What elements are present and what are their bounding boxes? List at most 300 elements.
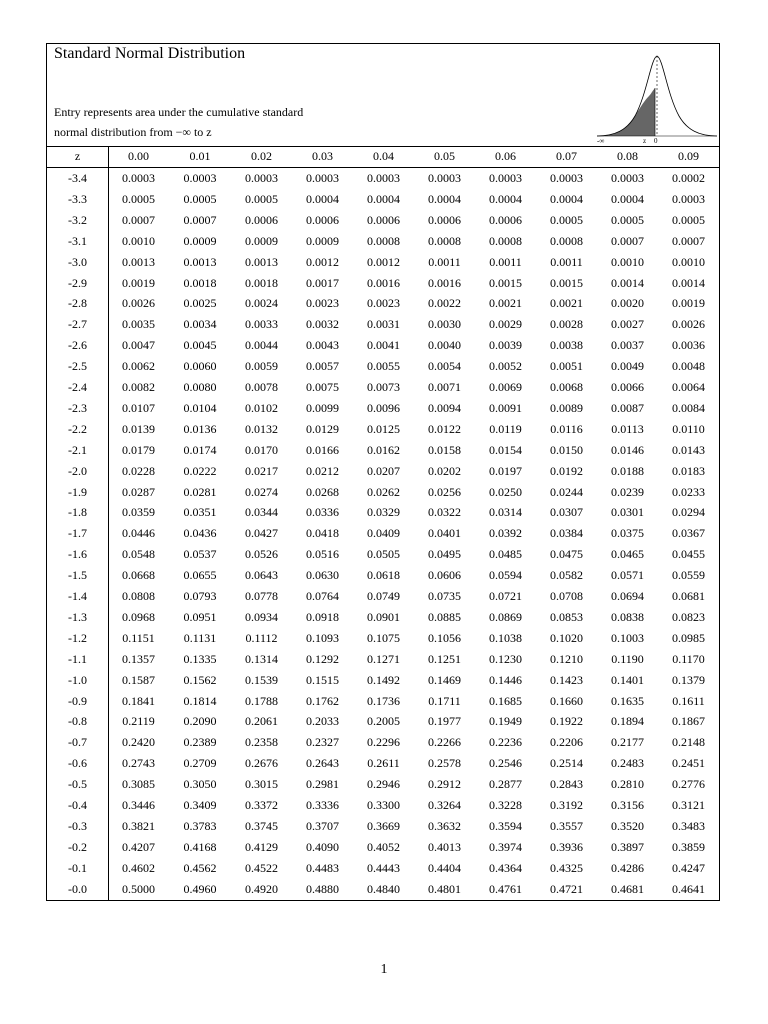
probability-cell: 0.0262	[367, 484, 400, 499]
probability-cell: 0.0465	[611, 547, 644, 562]
probability-cell: 0.2483	[611, 756, 644, 771]
table-row	[47, 189, 719, 210]
probability-cell: 0.0003	[550, 171, 583, 185]
header-cell: 0.06	[495, 149, 516, 163]
probability-cell: 0.0087	[611, 400, 644, 415]
probability-cell: 0.0668	[122, 568, 155, 583]
z-value-cell: -1.7	[68, 526, 87, 541]
probability-cell: 0.0427	[245, 526, 278, 541]
probability-cell: 0.4207	[122, 839, 155, 854]
probability-cell: 0.1271	[367, 651, 400, 666]
probability-cell: 0.0004	[550, 191, 583, 206]
probability-cell: 0.0047	[122, 338, 155, 353]
probability-cell: 0.4090	[306, 839, 339, 854]
probability-cell: 0.0197	[489, 463, 522, 478]
probability-cell: 0.0013	[245, 254, 278, 269]
probability-cell: 0.4013	[428, 839, 461, 854]
probability-cell: 0.1357	[122, 651, 155, 666]
probability-cell: 0.0174	[183, 442, 217, 457]
probability-cell: 0.0375	[611, 526, 644, 541]
z-value-cell: -1.8	[68, 505, 87, 520]
probability-cell: 0.2296	[367, 735, 400, 750]
probability-cell: 0.0057	[306, 359, 339, 374]
probability-cell: 0.0018	[183, 275, 217, 290]
probability-cell: 0.0116	[550, 421, 583, 436]
probability-cell: 0.0036	[672, 338, 705, 353]
probability-cell: 0.0004	[611, 191, 644, 206]
probability-cell: 0.0012	[306, 254, 339, 269]
probability-cell: 0.0281	[183, 484, 217, 499]
probability-cell: 0.0107	[122, 400, 155, 415]
probability-cell: 0.0034	[183, 317, 217, 332]
probability-cell: 0.0082	[122, 380, 155, 394]
probability-cell: 0.0418	[306, 526, 339, 541]
probability-cell: 0.0526	[245, 547, 278, 562]
header-cell: 0.03	[312, 149, 333, 163]
probability-cell: 0.0162	[367, 442, 400, 457]
description-line-2: normal distribution from −∞ to z	[54, 125, 212, 139]
probability-cell: 0.4920	[245, 881, 278, 896]
probability-cell: 0.4404	[428, 860, 461, 875]
probability-cell: 0.0192	[550, 463, 583, 478]
probability-cell: 0.1562	[183, 672, 217, 687]
probability-cell: 0.0005	[183, 191, 217, 206]
probability-cell: 0.1093	[306, 630, 339, 645]
probability-cell: 0.0022	[428, 296, 461, 311]
probability-cell: 0.0032	[306, 317, 339, 332]
probability-cell: 0.1711	[428, 693, 461, 708]
probability-cell: 0.1587	[122, 672, 155, 687]
probability-cell: 0.0559	[672, 568, 705, 583]
probability-cell: 0.0019	[122, 275, 155, 290]
probability-cell: 0.0495	[428, 547, 461, 562]
page-number: 1	[380, 962, 388, 977]
probability-cell: 0.2061	[245, 714, 278, 729]
probability-cell: 0.0132	[245, 421, 278, 436]
probability-cell: 0.0006	[428, 212, 461, 227]
probability-cell: 0.0250	[489, 484, 522, 499]
probability-cell: 0.0516	[306, 547, 339, 562]
z-label: z	[643, 137, 647, 144]
probability-cell: 0.1814	[183, 693, 217, 708]
probability-cell: 0.0351	[183, 505, 217, 520]
probability-cell: 0.0764	[306, 589, 339, 603]
probability-cell: 0.1949	[489, 714, 522, 729]
table-row	[47, 273, 719, 294]
probability-cell: 0.0594	[489, 568, 522, 583]
probability-cell: 0.0023	[306, 296, 339, 311]
probability-cell: 0.0102	[245, 400, 278, 415]
z-value-cell: -1.2	[68, 630, 87, 645]
table-row	[47, 335, 719, 356]
probability-cell: 0.0239	[611, 484, 644, 499]
table-row	[47, 879, 719, 900]
probability-cell: 0.0409	[367, 526, 400, 541]
probability-cell: 0.0139	[122, 421, 155, 436]
probability-cell: 0.0023	[367, 296, 400, 311]
table-row	[47, 314, 719, 335]
probability-cell: 0.2033	[306, 714, 339, 729]
probability-cell: 0.2546	[489, 756, 522, 771]
probability-cell: 0.3228	[489, 798, 522, 812]
probability-cell: 0.4522	[245, 860, 278, 875]
z-value-cell: -0.0	[68, 881, 87, 896]
probability-cell: 0.0026	[122, 296, 155, 311]
probability-cell: 0.0125	[367, 421, 400, 436]
probability-cell: 0.0004	[489, 191, 522, 206]
table-row	[47, 461, 719, 482]
probability-cell: 0.2578	[428, 756, 461, 771]
probability-cell: 0.0091	[489, 400, 522, 415]
probability-cell: 0.4443	[367, 860, 400, 875]
probability-cell: 0.0037	[611, 338, 644, 353]
probability-cell: 0.0021	[489, 296, 522, 311]
zero-label: 0	[654, 137, 658, 144]
z-value-cell: -2.2	[68, 421, 87, 436]
probability-cell: 0.0233	[672, 484, 705, 499]
z-value-cell: -1.4	[68, 589, 87, 603]
probability-cell: 0.0618	[367, 568, 400, 583]
probability-cell: 0.2420	[122, 735, 155, 750]
probability-cell: 0.2611	[367, 756, 400, 771]
probability-cell: 0.0212	[306, 463, 339, 478]
probability-cell: 0.0021	[550, 296, 583, 311]
probability-cell: 0.0004	[367, 191, 400, 206]
probability-cell: 0.0367	[672, 526, 705, 541]
probability-cell: 0.0003	[672, 191, 705, 206]
probability-cell: 0.0778	[245, 589, 278, 603]
table-row	[47, 168, 719, 189]
header-cell: 0.02	[251, 149, 272, 163]
probability-cell: 0.0008	[428, 233, 461, 248]
table-row	[47, 210, 719, 231]
probability-cell: 0.2514	[550, 756, 583, 771]
probability-cell: 0.0003	[306, 171, 339, 185]
table-row	[47, 711, 719, 732]
probability-cell: 0.0170	[245, 442, 278, 457]
probability-cell: 0.0885	[428, 609, 461, 624]
probability-cell: 0.0384	[550, 526, 583, 541]
probability-cell: 0.1131	[183, 630, 217, 645]
probability-cell: 0.1251	[428, 651, 461, 666]
probability-cell: 0.0455	[672, 547, 705, 562]
probability-cell: 0.1635	[611, 693, 644, 708]
z-value-cell: -0.6	[68, 756, 87, 771]
probability-cell: 0.3121	[672, 798, 705, 812]
probability-cell: 0.1922	[550, 714, 583, 729]
table-row	[47, 670, 719, 691]
probability-cell: 0.0606	[428, 568, 461, 583]
z-value-cell: -1.1	[68, 651, 87, 666]
probability-cell: 0.1762	[306, 693, 339, 708]
table-row	[47, 565, 719, 586]
z-value-cell: -0.2	[68, 839, 87, 854]
probability-cell: 0.0475	[550, 547, 583, 562]
probability-cell: 0.0268	[306, 484, 339, 499]
probability-cell: 0.1335	[183, 651, 217, 666]
probability-cell: 0.0051	[550, 359, 583, 374]
probability-cell: 0.0009	[306, 233, 339, 248]
probability-cell: 0.2090	[183, 714, 217, 729]
probability-cell: 0.0985	[672, 630, 705, 645]
probability-cell: 0.4129	[245, 839, 278, 854]
probability-cell: 0.0003	[428, 171, 461, 185]
probability-cell: 0.2266	[428, 735, 461, 750]
probability-cell: 0.1292	[306, 651, 339, 666]
probability-cell: 0.3336	[306, 798, 339, 812]
probability-cell: 0.0485	[489, 547, 522, 562]
probability-cell: 0.2327	[306, 735, 339, 750]
probability-cell: 0.0008	[367, 233, 400, 248]
probability-cell: 0.3745	[245, 818, 278, 833]
header-cell: 0.01	[189, 149, 211, 163]
probability-cell: 0.0008	[489, 233, 522, 248]
probability-cell: 0.0244	[550, 484, 583, 499]
probability-cell: 0.3192	[550, 798, 583, 812]
probability-cell: 0.0011	[550, 254, 583, 269]
probability-cell: 0.2776	[672, 777, 705, 792]
probability-cell: 0.3446	[122, 798, 155, 812]
probability-cell: 0.3372	[245, 798, 278, 812]
probability-cell: 0.0015	[489, 275, 522, 290]
probability-cell: 0.0166	[306, 442, 339, 457]
probability-cell: 0.0119	[489, 421, 522, 436]
probability-cell: 0.0019	[672, 296, 705, 311]
probability-cell: 0.0294	[672, 505, 705, 520]
probability-cell: 0.0918	[306, 609, 339, 624]
probability-cell: 0.0808	[122, 589, 155, 603]
probability-cell: 0.0217	[245, 463, 278, 478]
probability-cell: 0.3050	[183, 777, 217, 792]
probability-cell: 0.0003	[611, 171, 644, 185]
probability-cell: 0.0853	[550, 609, 583, 624]
probability-cell: 0.0188	[611, 463, 644, 478]
probability-cell: 0.0018	[245, 275, 278, 290]
probability-cell: 0.0129	[306, 421, 339, 436]
probability-cell: 0.0026	[672, 317, 705, 332]
z-value-cell: -2.5	[68, 359, 87, 374]
probability-cell: 0.0006	[306, 212, 339, 227]
probability-cell: 0.4761	[489, 881, 522, 896]
header-cell: 0.00	[128, 149, 149, 163]
probability-cell: 0.0005	[672, 212, 705, 227]
probability-cell: 0.4721	[550, 881, 583, 896]
probability-cell: 0.0020	[611, 296, 644, 311]
probability-cell: 0.0643	[245, 568, 278, 583]
probability-cell: 0.0934	[245, 609, 278, 624]
probability-cell: 0.2236	[489, 735, 522, 750]
probability-cell: 0.4286	[611, 860, 644, 875]
probability-cell: 0.0080	[183, 380, 217, 394]
probability-cell: 0.1685	[489, 693, 522, 708]
probability-cell: 0.0392	[489, 526, 522, 541]
probability-cell: 0.0007	[611, 233, 644, 248]
probability-cell: 0.2810	[611, 777, 644, 792]
probability-cell: 0.0048	[672, 359, 705, 374]
probability-cell: 0.0075	[306, 380, 339, 394]
probability-cell: 0.4483	[306, 860, 339, 875]
probability-cell: 0.0838	[611, 609, 644, 624]
probability-cell: 0.0968	[122, 609, 155, 624]
neg-infinity-label: -∞	[597, 137, 605, 144]
table-row	[47, 858, 719, 879]
probability-cell: 0.0749	[367, 589, 400, 603]
z-value-cell: -2.6	[68, 338, 87, 353]
probability-cell: 0.4880	[306, 881, 339, 896]
probability-cell: 0.0084	[672, 400, 705, 415]
probability-cell: 0.2912	[428, 777, 461, 792]
probability-cell: 0.3520	[611, 818, 644, 833]
probability-cell: 0.0008	[550, 233, 583, 248]
probability-cell: 0.0004	[428, 191, 461, 206]
probability-cell: 0.2643	[306, 756, 339, 771]
table-row	[47, 544, 719, 565]
probability-cell: 0.1190	[611, 651, 644, 666]
probability-cell: 0.0793	[183, 589, 217, 603]
probability-cell: 0.1736	[367, 693, 400, 708]
z-value-cell: -1.3	[68, 609, 87, 624]
probability-cell: 0.0039	[489, 338, 522, 353]
probability-cell: 0.0823	[672, 609, 705, 624]
probability-cell: 0.0951	[183, 609, 217, 624]
probability-cell: 0.4325	[550, 860, 583, 875]
probability-cell: 0.4247	[672, 860, 705, 875]
probability-cell: 0.0003	[489, 171, 522, 185]
probability-cell: 0.3557	[550, 818, 583, 833]
probability-cell: 0.1003	[611, 630, 644, 645]
probability-cell: 0.0122	[428, 421, 461, 436]
z-value-cell: -0.3	[68, 818, 87, 833]
table-row	[47, 293, 719, 314]
normal-curve-figure	[595, 50, 719, 144]
probability-cell: 0.0136	[183, 421, 217, 436]
table-row	[47, 732, 719, 753]
table-row	[47, 774, 719, 795]
header-row	[47, 146, 719, 168]
probability-cell: 0.4052	[367, 839, 400, 854]
probability-cell: 0.0329	[367, 505, 400, 520]
probability-cell: 0.0038	[550, 338, 583, 353]
probability-cell: 0.3085	[122, 777, 155, 792]
probability-cell: 0.0005	[122, 191, 155, 206]
probability-cell: 0.0031	[367, 317, 400, 332]
probability-cell: 0.0158	[428, 442, 461, 457]
probability-cell: 0.4602	[122, 860, 155, 875]
probability-cell: 0.1894	[611, 714, 644, 729]
probability-cell: 0.0024	[245, 296, 278, 311]
probability-cell: 0.4840	[367, 881, 400, 896]
probability-cell: 0.1977	[428, 714, 461, 729]
probability-cell: 0.0007	[672, 233, 705, 248]
probability-cell: 0.0089	[550, 400, 583, 415]
probability-cell: 0.0010	[122, 233, 155, 248]
probability-cell: 0.0015	[550, 275, 583, 290]
probability-cell: 0.0274	[245, 484, 278, 499]
probability-cell: 0.1038	[489, 630, 522, 645]
table-row	[47, 691, 719, 712]
z-value-cell: -0.5	[68, 777, 87, 792]
probability-cell: 0.0002	[672, 171, 705, 185]
table-row	[47, 795, 719, 816]
probability-cell: 0.1020	[550, 630, 583, 645]
probability-cell: 0.0344	[245, 505, 278, 520]
z-value-cell: -1.5	[68, 568, 87, 583]
table-row	[47, 252, 719, 273]
probability-cell: 0.0011	[489, 254, 522, 269]
probability-cell: 0.3156	[611, 798, 644, 812]
probability-cell: 0.0006	[489, 212, 522, 227]
probability-cell: 0.0096	[367, 400, 400, 415]
table-row	[47, 482, 719, 503]
z-value-cell: -3.3	[68, 191, 87, 206]
probability-cell: 0.0068	[550, 380, 583, 394]
probability-cell: 0.0146	[611, 442, 644, 457]
probability-cell: 0.1492	[367, 672, 400, 687]
probability-cell: 0.0202	[428, 463, 461, 478]
probability-cell: 0.0025	[183, 296, 217, 311]
table-row	[47, 398, 719, 419]
table-row	[47, 523, 719, 544]
header-cell: 0.07	[556, 149, 577, 163]
probability-cell: 0.0066	[611, 380, 644, 394]
probability-cell: 0.0043	[306, 338, 339, 353]
probability-cell: 0.0307	[550, 505, 583, 520]
probability-cell: 0.0040	[428, 338, 461, 353]
probability-cell: 0.0735	[428, 589, 461, 603]
probability-cell: 0.1611	[672, 693, 705, 708]
probability-cell: 0.3936	[550, 839, 583, 854]
z-value-cell: -1.6	[68, 547, 87, 562]
table-row	[47, 816, 719, 837]
z-value-cell: -1.0	[68, 672, 87, 687]
probability-cell: 0.0041	[367, 338, 400, 353]
header-cell: 0.05	[434, 149, 455, 163]
probability-cell: 0.0006	[245, 212, 278, 227]
probability-cell: 0.4641	[672, 881, 705, 896]
probability-cell: 0.0029	[489, 317, 522, 332]
probability-cell: 0.0005	[611, 212, 644, 227]
probability-cell: 0.0630	[306, 568, 339, 583]
probability-cell: 0.0183	[672, 463, 705, 478]
z-value-cell: -3.4	[68, 171, 87, 185]
probability-cell: 0.0655	[183, 568, 217, 583]
table-row	[47, 419, 719, 440]
table-row	[47, 753, 719, 774]
probability-cell: 0.1539	[245, 672, 278, 687]
probability-cell: 0.2843	[550, 777, 583, 792]
z-value-cell: -3.2	[68, 212, 87, 227]
probability-cell: 0.0010	[672, 254, 705, 269]
z-value-cell: -0.4	[68, 798, 87, 812]
probability-cell: 0.0045	[183, 338, 217, 353]
probability-cell: 0.5000	[122, 881, 155, 896]
probability-cell: 0.2451	[672, 756, 705, 771]
probability-cell: 0.0006	[367, 212, 400, 227]
probability-cell: 0.0694	[611, 589, 644, 603]
probability-cell: 0.0028	[550, 317, 583, 332]
probability-cell: 0.2177	[611, 735, 644, 750]
probability-cell: 0.0016	[428, 275, 461, 290]
probability-cell: 0.0005	[550, 212, 583, 227]
description-line-1: Entry represents area under the cumulative standard	[54, 105, 304, 119]
probability-cell: 0.0901	[367, 609, 400, 624]
probability-cell: 0.0009	[183, 233, 217, 248]
probability-cell: 0.3897	[611, 839, 644, 854]
probability-cell: 0.0150	[550, 442, 583, 457]
probability-cell: 0.0013	[183, 254, 217, 269]
z-value-cell: -0.7	[68, 735, 87, 750]
table-row	[47, 231, 719, 252]
